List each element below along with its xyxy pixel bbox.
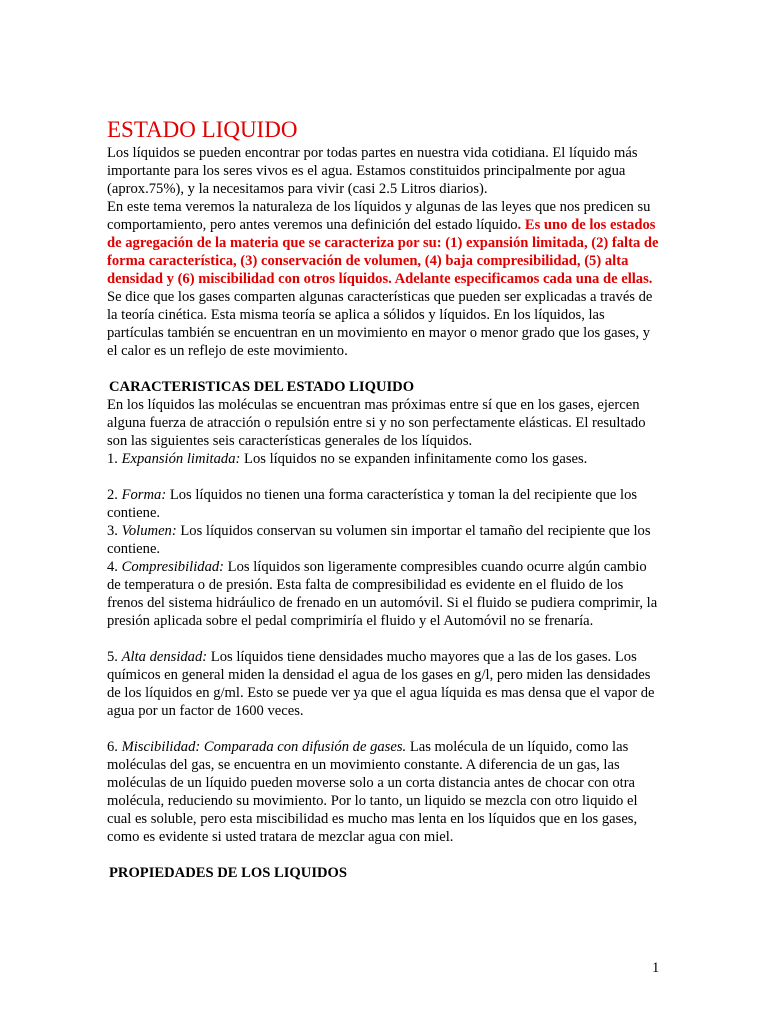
- spacer: [107, 360, 659, 378]
- spacer: [107, 630, 659, 648]
- page-title: ESTADO LIQUIDO: [107, 117, 298, 142]
- spacer: [107, 468, 659, 486]
- list-item: 6. Miscibilidad: Comparada con difusión de gases. Las molécula de un líquido, como las moléculas del gas, se encuentra en un movimiento constante. A diferencia de un gas, las moléculas de un líquido pueden moverse solo a un corta distancia antes de chocar con otra molécula, reduciendo su movimiento. Por lo tanto, un liquido se mezcla con otro liquido el cual es soluble, pero esta miscibilidad es mucho mas lenta en los líquidos que en los gases, como es evidente si usted tratara de mezclar agua con miel.: [107, 739, 638, 845]
- document-page: [107, 116, 659, 882]
- definition-highlight: Es uno de los estados de agregación de la materia que se caracteriza por su: (1) expansión limitada, (2) falta de forma característica, (3) conservación de volumen, (4) baja compresibilidad, (5) alta densidad y (6) miscibilidad con otros líquidos. Adelante especificamos cada una de ellas.: [107, 217, 659, 287]
- list-item: 3. Volumen: Los líquidos conservan su volumen sin importar el tamaño del recipiente que los contiene.: [107, 523, 651, 557]
- section-heading-propiedades: PROPIEDADES DE LOS LIQUIDOS: [109, 865, 348, 881]
- list-item: 4. Compresibilidad: Los líquidos son ligeramente compresibles cuando ocurre algún cambio de temperatura o de presión. Esta falta de compresibilidad es evidente en el fluido de los frenos del sistema hidráulico de frenado en un automóvil. Si el fluido se pudiera comprimir, la presión aplicada sobre el pedal comprimiría el fluido y el Automóvil no se frenaría.: [107, 559, 658, 629]
- item-term: Compresibilidad:: [121, 559, 225, 575]
- intro-paragraph-2: [107, 198, 659, 288]
- item-term: Miscibilidad: Comparada con difusión de gases.: [121, 739, 407, 755]
- spacer: [107, 720, 659, 738]
- item-term: Volumen:: [121, 523, 177, 539]
- list-item: 2. Forma: Los líquidos no tienen una forma característica y toman la del recipiente que los contiene.: [107, 487, 638, 521]
- page-number: 1: [652, 960, 660, 976]
- item-term: Forma:: [121, 487, 167, 503]
- item-term: Alta densidad:: [121, 649, 208, 665]
- item-term: Expansión limitada:: [121, 451, 241, 467]
- intro-paragraph-3: Se dice que los gases comparten algunas características que pueden ser explicadas a través de la teoría cinética. Esta misma teoría se aplica a sólidos y líquidos. En los líquidos, las partículas también se encuentran en un movimiento en mayor o menor grado que los gases, y el calor es un reflejo de este movimiento.: [107, 289, 653, 359]
- list-item: 1. Expansión limitada: Los líquidos no se expanden infinitamente como los gases.: [107, 451, 588, 467]
- spacer: [107, 846, 659, 864]
- definition-dot: .: [517, 217, 522, 233]
- section-heading-caracteristicas: CARACTERISTICAS DEL ESTADO LIQUIDO: [109, 379, 415, 395]
- list-item: 5. Alta densidad: Los líquidos tiene densidades mucho mayores que a las de los gases. Los químicos en general miden la densidad el agua de los gases en g/l, pero miden las densidades de los líquidos en g/ml. Esto se puede ver ya que el agua líquida es mas densa que el vapor de agua por un factor de 1600 veces.: [107, 649, 655, 719]
- definition-lead: En este tema veremos la naturaleza de los líquidos y algunas de las leyes que nos predicen su comportamiento, pero antes veremos una definición del estado líquido: [107, 199, 651, 233]
- section1-intro: En los líquidos las moléculas se encuentran mas próximas entre sí que en los gases, ejercen alguna fuerza de atracción o repulsión entre si y no son perfectamente elásticas. El resultado son las siguientes seis características generales de los líquidos.: [107, 397, 646, 449]
- intro-paragraph-1: Los líquidos se pueden encontrar por todas partes en nuestra vida cotidiana. El líquido más importante para los seres vivos es el agua. Estamos constituidos principalmente por agua (aprox.75%), y la necesitamos para vivir (casi 2.5 Litros diarios).: [107, 145, 638, 197]
